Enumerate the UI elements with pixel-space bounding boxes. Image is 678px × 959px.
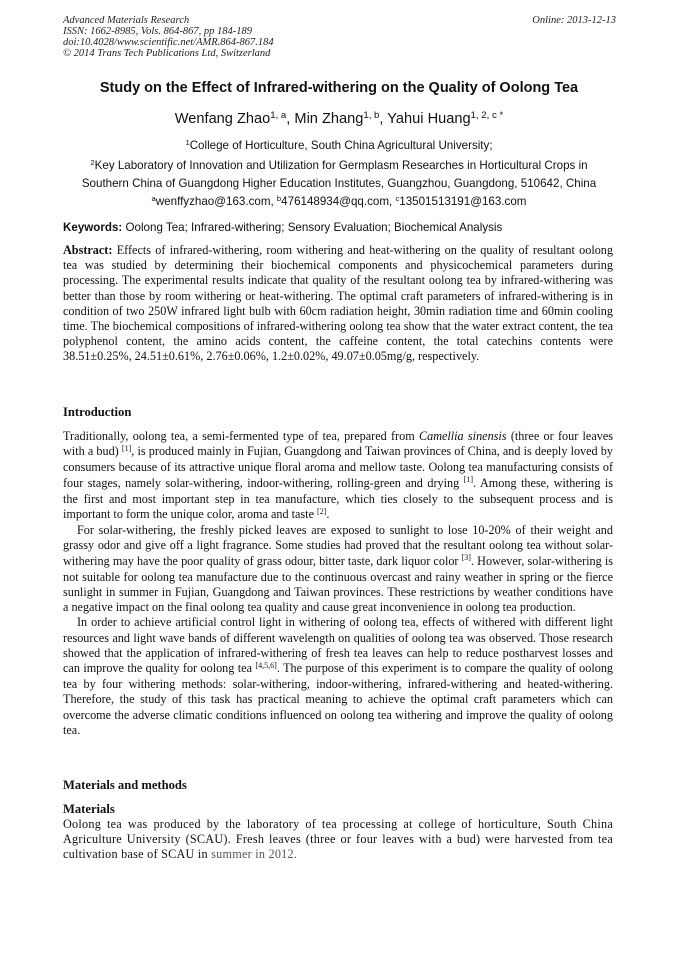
keywords-label: Keywords: <box>63 221 123 234</box>
email-line: $^a$wenffyzhao@163.com, $^b$476148934@qq.com, $^c$13501513191@163.com <box>151 193 527 208</box>
abstract-label: Abstract: <box>63 243 113 257</box>
author-affil-sup: 1, b <box>363 109 380 121</box>
intro-paragraph-3: In order to achieve artificial control light in withering of oolong tea, effects of withered with different light resources and light wave bands of different wavelength on qualities of oolong tea was observed. Those research showed that the application of infrared-withering of fresh tea leaves can help to reduce postharvest losses and can improve the quality for oolong tea [4,5,6]. The purpose of this experiment is to compare the quality of oolong tea by four withering methods: solar-withering, indoor-withering, infrared-withering and heated-withering. Therefore, the study of this task has practical meaning to achieve the optimal craft parameters which can overcome the adverse climatic conditions influenced on oolong tea withering and improve the quality of oolong tea. <box>63 615 614 737</box>
author-name: Min Zhang <box>294 111 364 127</box>
intro-paragraph-2: For solar-withering, the freshly picked leaves are exposed to sunlight to lose 10-20% of their weight and grassy odor and give off a light fragrance. Some studies had proved that the resultant oolong tea without solar-withering may have the poor quality of grass odour, bitter taste, dark liquor color [3]. However, solar-withering is not suitable for oolong tea manufacture due to the continuous overcast and rainy weather in spring or the fierce sunlight in summer in Fujian, Guangdong and Taiwan provinces. These restrictions by weather conditions have a negative impact on the final oolong tea quality and cause great inconvenience in oolong tea production. <box>63 523 613 615</box>
introduction-body <box>63 429 613 738</box>
email-link[interactable]: 476148934@qq.com, <box>281 195 396 208</box>
copyright-line: © 2014 Trans Tech Publications Ltd, Switzerland <box>63 48 271 59</box>
affiliation-2: $^2$Key Laboratory of Innovation and Utilization for Germplasm Researches in Horticultural Crops in Southern China of Guangdong Higher Education Institutes, Guangzhou, Guangdong, 510642, China <box>81 157 597 190</box>
abstract-text: Effects of infrared-withering, room withering and heat-withering on the quality of resultant oolong tea was studied by determining their biochemical components and physicochemical parameters during processing. The experimental results indicate that quality of the resultant oolong tea by infrared-withering was better than those by room withering or heat-withering. The optimal craft parameters of infrared-withering is in condition of two 250W infrared light bulb with 60cm radiation height, 30min radiation time and 60min cooling time. The biochemical compositions of infrared-withering oolong tea show that the water extract content, the tea polyphenol content, the amino acids content, the caffeine content, the total catechins contents were 38.51±0.25%, 24.51±0.61%, 2.76±0.06%, 1.2±0.02%, 49.07±0.05mg/g, respectively. <box>63 243 613 364</box>
affiliation-1: $^1$College of Horticulture, South China Agricultural University; <box>185 137 493 152</box>
online-date: Online: 2013-12-13 <box>532 15 616 26</box>
citation: [2] <box>317 506 327 516</box>
introduction-heading: Introduction <box>63 405 132 419</box>
methods-heading: Materials and methods <box>63 778 187 792</box>
author-list: Wenfang Zhao$^{1, a}$, Min Zhang$^{1, b}$, Yahui Huang$^{1, 2, c *}$ <box>174 109 504 127</box>
keywords <box>63 221 623 234</box>
abstract <box>63 243 613 365</box>
citation: [1] <box>463 475 474 485</box>
species-name: Camellia sinensis <box>418 429 507 443</box>
journal-header <box>63 15 616 59</box>
author-affil-sup: 1, a <box>270 109 287 121</box>
citation: [3] <box>461 553 471 563</box>
email-link[interactable]: wenffyzhao@163.com, <box>155 195 277 208</box>
materials-body: Oolong tea was produced by the laboratory of tea processing at college of horticulture, South China Agriculture University (SCAU). Fresh leaves (three or four leaves with a bud) were harvested from tea cultivation base of SCAU in summer in 2012. <box>63 817 613 862</box>
materials-subheading: Materials <box>63 802 115 816</box>
keywords-text: Oolong Tea; Infrared-withering; Sensory Evaluation; Biochemical Analysis <box>122 221 503 234</box>
author-name: Wenfang Zhao <box>174 111 271 127</box>
issn-line: ISSN: 1662-8985, Vols. 864-867, pp 184-189 <box>63 26 252 37</box>
paper-title: Study on the Effect of Infrared-withering on the Quality of Oolong Tea <box>99 80 579 96</box>
citation: [4,5,6] <box>255 660 277 670</box>
author-name: Yahui Huang <box>387 111 471 127</box>
author-affil-sup: 1, 2, c * <box>470 109 504 121</box>
citation: [1] <box>121 443 132 453</box>
doi-line: doi:10.4028/www.scientific.net/AMR.864-867.184 <box>63 37 274 48</box>
journal-name: Advanced Materials Research <box>63 15 190 26</box>
intro-paragraph-1: Traditionally, oolong tea, a semi-fermented type of tea, prepared from Camellia sinensis (three or four leaves with a bud) [1], is produced mainly in Fujian, Guangdong and Taiwan provinces of China, and is deeply loved by consumers because of its attractive unique floral aroma and mellow taste. Oolong tea manufacturing consists of four stages, namely solar-withering, indoor-withering, rolling-green and drying [1]. Among these, withering is the first and most important step in tea manufacture, which ties closely to the subsequent process and is important to form the unique color, aroma and taste [2]. <box>63 429 613 522</box>
email-link[interactable]: 13501513191@163.com <box>399 195 527 208</box>
